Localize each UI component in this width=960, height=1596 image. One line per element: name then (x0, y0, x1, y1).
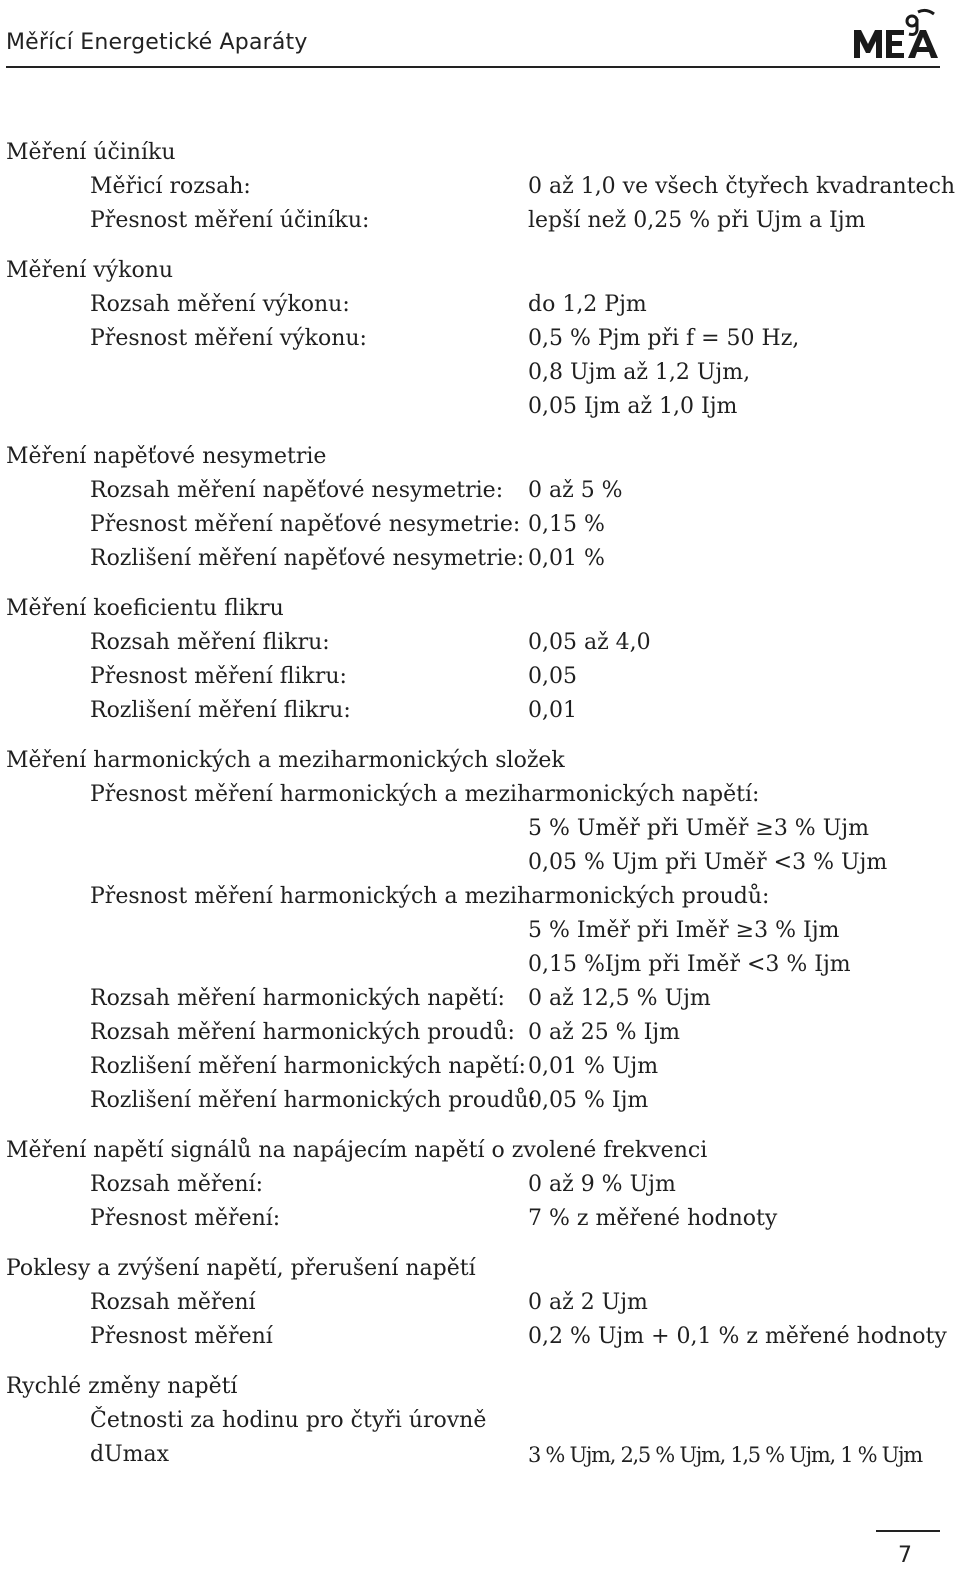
spec-row (6, 390, 946, 424)
spec-row (6, 322, 946, 356)
spec-value: 0 až 2 Ujm (528, 1290, 648, 1315)
spec-row (6, 982, 946, 1016)
header-title: Měřící Energetické Aparáty (6, 30, 308, 55)
spec-label: Přesnost měření (90, 1324, 273, 1349)
section-title: Rychlé změny napětí (6, 1374, 238, 1399)
mega-logo (852, 8, 944, 60)
spec-value: 0 až 25 % Ijm (528, 1020, 680, 1045)
spec-label: Rozsah měření harmonických proudů: (90, 1020, 515, 1045)
spec-row (6, 660, 946, 694)
spec-label: Četnosti za hodinu pro čtyři úrovně (90, 1408, 487, 1433)
spec-value: 0,05 Ijm až 1,0 Ijm (528, 394, 738, 419)
spec-row (6, 1320, 946, 1354)
spec-row (6, 778, 946, 812)
spec-value: 5 % Uměř při Uměř ≥3 % Ujm (528, 816, 869, 841)
spec-row (6, 880, 946, 914)
spec-section (6, 136, 956, 238)
spec-label: Rozsah měření: (90, 1172, 264, 1197)
spec-value: 3 % Ujm, 2,5 % Ujm, 1,5 % Ujm, 1 % Ujm (528, 1443, 922, 1467)
spec-section (6, 254, 946, 424)
spec-label: Rozlišení měření flikru: (90, 698, 351, 723)
spec-row (6, 1438, 946, 1472)
spec-label: Měřicí rozsah: (90, 174, 251, 199)
spec-label: Rozsah měření flikru: (90, 630, 330, 655)
spec-label: Přesnost měření účiníku: (90, 208, 370, 233)
spec-value: 0,15 % (528, 512, 605, 537)
spec-label: Rozlišení měření harmonických napětí: (90, 1054, 526, 1079)
spec-value: 5 % Iměř při Iměř ≥3 % Ijm (528, 918, 840, 943)
spec-value: 0,05 % Ijm (528, 1088, 649, 1113)
spec-label: Rozlišení měření harmonických proudů: (90, 1088, 536, 1113)
page-number: 7 (898, 1543, 912, 1568)
spec-value: 0 až 9 % Ujm (528, 1172, 676, 1197)
spec-value: 0,5 % Pjm při f = 50 Hz, (528, 326, 800, 351)
section-title: Měření účiníku (6, 140, 176, 165)
spec-label: Přesnost měření flikru: (90, 664, 347, 689)
spec-value: 0,8 Ujm až 1,2 Ujm, (528, 360, 751, 385)
spec-label: Přesnost měření harmonických a meziharmonických napětí: (90, 782, 760, 807)
spec-label: Přesnost měření napěťové nesymetrie: (90, 512, 521, 537)
spec-value: 0,15 %Ijm při Iměř <3 % Ijm (528, 952, 851, 977)
spec-value: 0,01 % Ujm (528, 1054, 659, 1079)
spec-row (6, 1202, 946, 1236)
header-rule (6, 66, 940, 68)
spec-label: Přesnost měření: (90, 1206, 281, 1231)
spec-value: 0,01 (528, 698, 577, 723)
spec-section (6, 1252, 946, 1354)
spec-section (6, 1134, 946, 1236)
page-header (0, 0, 960, 70)
spec-content (6, 136, 956, 1488)
spec-section (6, 440, 946, 576)
spec-row (6, 1286, 946, 1320)
section-title: Měření výkonu (6, 258, 174, 283)
spec-row (6, 474, 946, 508)
spec-row (6, 1168, 946, 1202)
spec-value: 0 až 12,5 % Ujm (528, 986, 711, 1011)
spec-section (6, 744, 946, 1118)
spec-label: Rozsah měření napěťové nesymetrie: (90, 478, 504, 503)
spec-row (6, 1084, 946, 1118)
spec-row (6, 846, 946, 880)
spec-value: 0 až 1,0 ve všech čtyřech kvadrantech (528, 174, 956, 199)
spec-label: dUmax (90, 1442, 170, 1467)
spec-value: 0 až 5 % (528, 478, 623, 503)
spec-row (6, 812, 946, 846)
spec-row (6, 626, 946, 660)
spec-value: do 1,2 Pjm (528, 292, 647, 317)
spec-value: lepší než 0,25 % při Ujm a Ijm (528, 208, 866, 233)
spec-row (6, 288, 946, 322)
footer-rule (876, 1530, 940, 1532)
spec-row (6, 1016, 946, 1050)
spec-value: 0,05 % Ujm při Uměř <3 % Ujm (528, 850, 888, 875)
spec-row (6, 694, 946, 728)
section-title: Měření koeficientu flikru (6, 596, 284, 621)
spec-value: 0,2 % Ujm + 0,1 % z měřené hodnoty (528, 1324, 947, 1349)
spec-row (6, 1050, 946, 1084)
spec-value: 0,05 až 4,0 (528, 630, 651, 655)
spec-label: Rozsah měření harmonických napětí: (90, 986, 505, 1011)
spec-value: 7 % z měřené hodnoty (528, 1206, 778, 1231)
spec-row (6, 948, 946, 982)
spec-row (6, 1404, 946, 1438)
spec-label: Rozlišení měření napěťové nesymetrie: (90, 546, 525, 571)
spec-value: 0,05 (528, 664, 577, 689)
spec-row (6, 914, 946, 948)
section-title: Měření napětí signálů na napájecím napětí o zvolené frekvenci (6, 1138, 708, 1163)
spec-row (6, 542, 946, 576)
section-title: Měření napěťové nesymetrie (6, 444, 327, 469)
section-title: Měření harmonických a meziharmonických složek (6, 748, 565, 773)
spec-row (6, 170, 956, 204)
spec-section (6, 1370, 946, 1472)
spec-label: Přesnost měření harmonických a meziharmonických proudů: (90, 884, 770, 909)
spec-label: Rozsah měření (90, 1290, 256, 1315)
spec-row (6, 356, 946, 390)
section-title: Poklesy a zvýšení napětí, přerušení napětí (6, 1256, 476, 1281)
spec-label: Rozsah měření výkonu: (90, 292, 350, 317)
spec-value: 0,01 % (528, 546, 605, 571)
spec-label: Přesnost měření výkonu: (90, 326, 367, 351)
spec-row (6, 204, 946, 238)
spec-section (6, 592, 946, 728)
spec-row (6, 508, 946, 542)
